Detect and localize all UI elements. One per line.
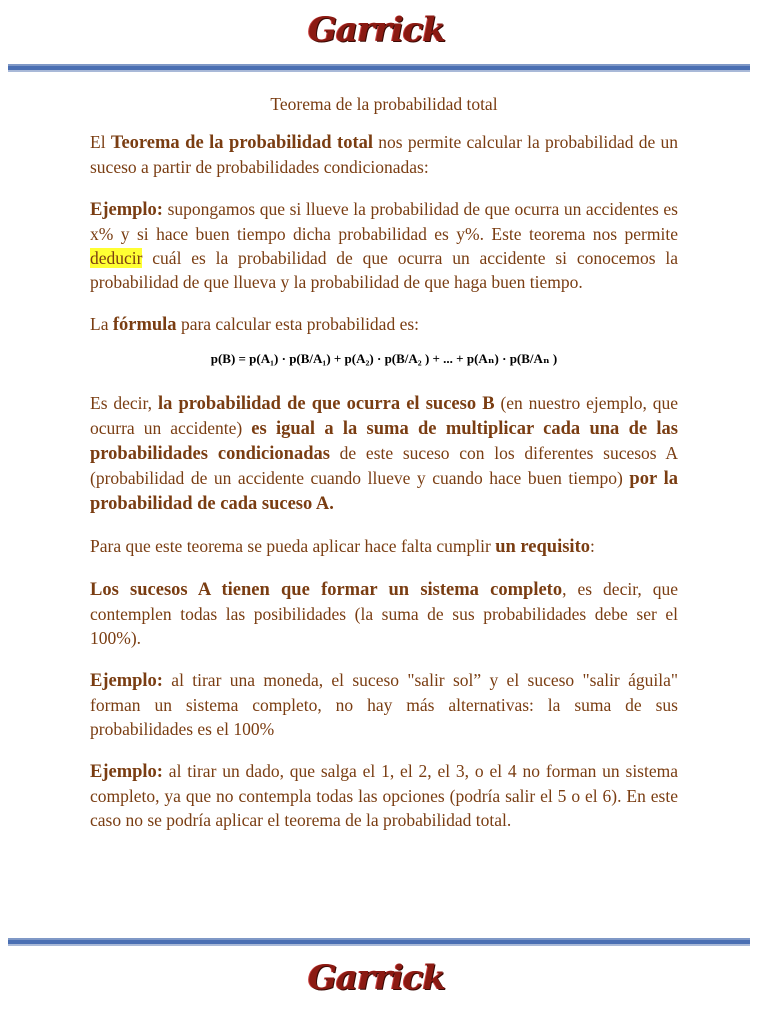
example-label: Ejemplo:	[90, 200, 163, 220]
paragraph-explanation: Es decir, la probabilidad de que ocurra el suceso B (en nuestro ejemplo, que ocurra un accidente) es igual a la suma de multiplicar cada una de las probabilidades condicionadas de este suceso con los diferentes sucesos A (probabilidad de un accidente cuando llueve y cuando hace buen tiempo) por la probabilidad de cada suceso A.	[90, 393, 679, 514]
paragraph-requirement: Para que este teorema se pueda aplicar hace falta cumplir un requisito:	[90, 536, 595, 557]
paragraph-intro: El Teorema de la probabilidad total nos permite calcular la probabilidad de un suceso a partir de probabilidades condicionadas:	[90, 132, 678, 177]
header-logo	[290, 4, 446, 56]
document-body	[90, 92, 678, 832]
paragraph-example-1: Ejemplo: supongamos que si llueve la probabilidad de que ocurra un accidentes es x% y si hace buen tiempo dicha probabilidad es y%. Este teorema nos permite deducir cuál es la probabilidad de que ocurra un accidente si conocemos la probabilidad de que llueva y la probabilidad de que haga buen tiempo.	[90, 199, 678, 292]
paragraph-formula-intro: La fórmula para calcular esta probabilidad es:	[90, 314, 420, 335]
example-label: Ejemplo:	[90, 762, 163, 782]
bold-term: fórmula	[112, 315, 177, 335]
formula: p(B) = p(A₁) · p(B/A₁) + p(A₂) · p(B/A₂ ) + ... + p(Aₙ) · p(B/Aₙ )	[210, 351, 558, 366]
footer-logo	[290, 952, 446, 1004]
page-title: Teorema de la probabilidad total	[270, 94, 498, 114]
logo-text: Garrick	[308, 10, 446, 50]
bold-term: Teorema de la probabilidad total	[110, 133, 374, 153]
paragraph-condition: Los sucesos A tienen que formar un sistema completo, es decir, que contemplen todas las posibilidades (la suma de sus probabilidades debe ser el 100%).	[90, 579, 678, 648]
highlighted-word: deducir	[90, 248, 143, 268]
paragraph-example-3: Ejemplo: al tirar un dado, que salga el 1, el 2, el 3, o el 4 no forman un sistema completo, ya que no contempla todas las opciones (podría salir el 5 o el 6). En este caso no se podría aplicar el teorema de la probabilidad total.	[90, 761, 678, 830]
footer-divider	[8, 938, 750, 946]
header-divider	[8, 64, 750, 72]
logo-text: Garrick	[308, 958, 446, 998]
paragraph-example-2: Ejemplo: al tirar una moneda, el suceso "salir sol” y el suceso "salir águila" forman un sistema completo, no hay más alternativas: la suma de sus probabilidades es el 100%	[90, 670, 678, 739]
example-label: Ejemplo:	[90, 671, 163, 691]
